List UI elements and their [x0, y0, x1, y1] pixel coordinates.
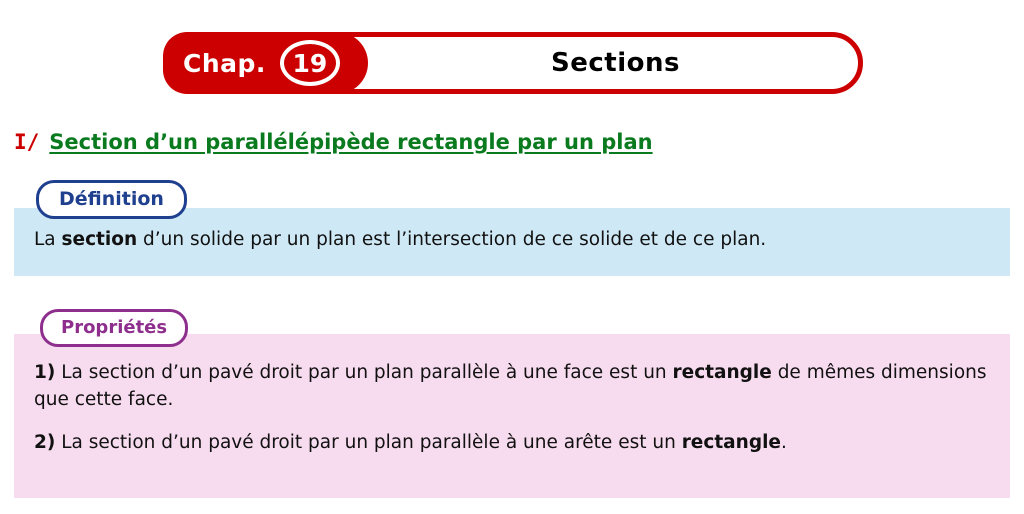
page-title: Sections [551, 48, 680, 78]
property-1-part2: de mêmes dimensions que cette face. [34, 362, 987, 410]
section-number: I/ [14, 130, 40, 154]
property-2-part2: . [780, 432, 787, 453]
chapter-banner [163, 32, 863, 94]
properties-tab-label: Propriétés [40, 309, 188, 347]
section-title: Section d’un parallélépipède rectangle par un plan [49, 130, 653, 154]
definition-text-before: La [34, 229, 62, 250]
property-1-lead: 1) [34, 362, 56, 383]
property-2-bold: rectangle [681, 432, 781, 453]
property-item [34, 430, 990, 457]
definition-text-bold: section [61, 229, 138, 250]
definition-text-after: d’un solide par un plan est l’intersection de ce solide et de ce plan. [137, 229, 767, 250]
definition-text [34, 229, 766, 250]
property-2-lead: 2) [34, 432, 56, 453]
property-item [34, 360, 990, 414]
properties-box [14, 334, 1010, 498]
section-heading [14, 130, 653, 154]
property-1-bold: rectangle [672, 362, 772, 383]
chapter-badge [163, 32, 368, 94]
property-2-part1: La section d’un pavé droit par un plan parallèle à une arête est un [55, 432, 682, 453]
property-1-part1: La section d’un pavé droit par un plan parallèle à une face est un [55, 362, 673, 383]
chapter-number: 19 [292, 48, 328, 78]
chapter-number-circle [280, 40, 340, 86]
chapter-label: Chap. [183, 48, 266, 78]
definition-tab-label: Définition [36, 180, 187, 219]
